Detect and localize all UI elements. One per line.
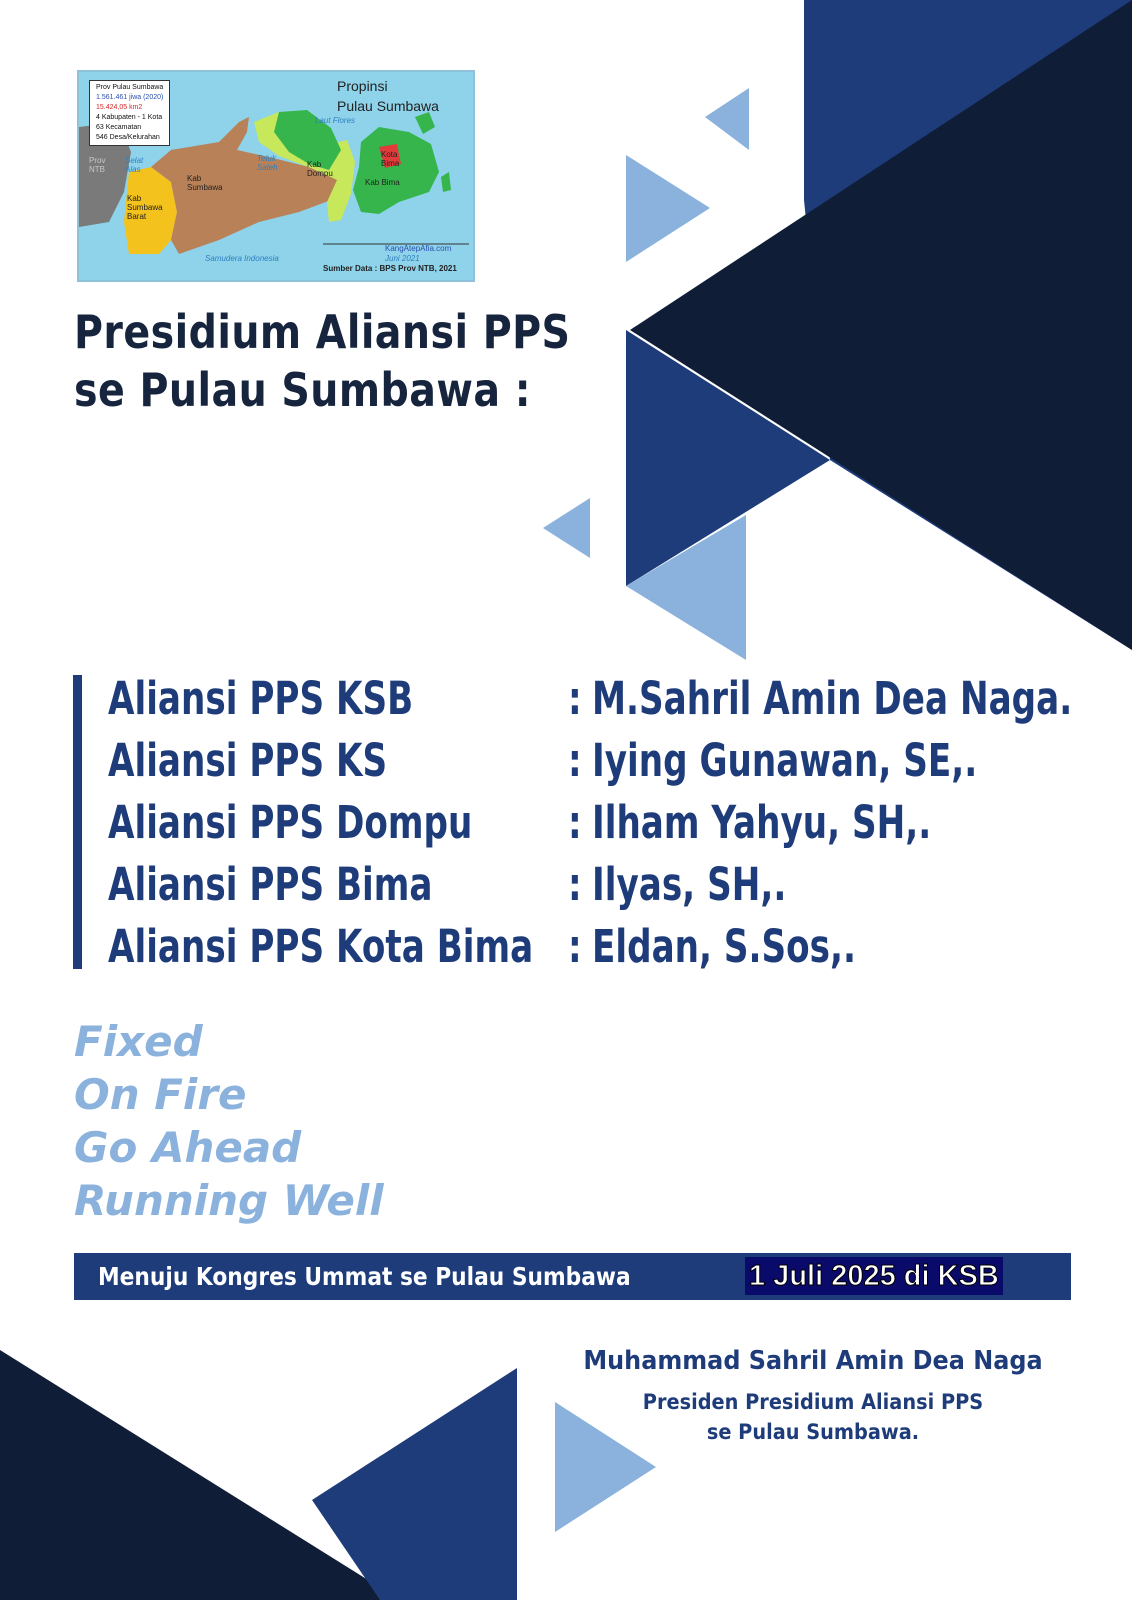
map-title-line2: Pulau Sumbawa bbox=[337, 98, 439, 114]
legend-villages: 546 Desa/Kelurahan bbox=[96, 134, 160, 141]
alliance-name: Aliansi PPS Bima bbox=[108, 858, 433, 911]
alliance-name: Aliansi PPS KS bbox=[108, 734, 388, 787]
legend-population: 1.561.461 jiwa (2020) bbox=[96, 94, 164, 101]
small-light-triangle-top bbox=[705, 88, 749, 150]
map-label-prov-ntb: Prov NTB bbox=[89, 156, 106, 174]
map-label-ksb: Kab Sumbawa Barat bbox=[127, 194, 163, 221]
map-legend bbox=[89, 80, 170, 146]
alliance-leader: Ilham Yahyu, SH,. bbox=[592, 796, 932, 849]
title-line1: Presidium Aliansi PPS bbox=[74, 305, 571, 359]
signatory-name: Muhammad Sahril Amin Dea Naga bbox=[583, 1346, 1043, 1376]
slogan-list bbox=[74, 1015, 384, 1227]
title-line2: se Pulau Sumbawa : bbox=[74, 363, 531, 417]
alliance-name: Aliansi PPS KSB bbox=[108, 672, 414, 725]
map-label-samudera: Samudera Indonesia bbox=[205, 254, 279, 263]
map-credit-date: Juni 2021 bbox=[385, 254, 420, 263]
slogan: On Fire bbox=[74, 1070, 247, 1119]
slogan: Fixed bbox=[74, 1017, 203, 1066]
legend-districts: 63 Kecamatan bbox=[96, 124, 142, 131]
separator: : bbox=[568, 734, 582, 787]
light-triangle-right bbox=[626, 155, 710, 262]
separator: : bbox=[568, 672, 582, 725]
list-item bbox=[108, 668, 1118, 730]
map-label-laut-flores: Laut Flores bbox=[315, 116, 356, 125]
separator: : bbox=[568, 858, 582, 911]
alliance-name: Aliansi PPS Kota Bima bbox=[108, 920, 534, 973]
list-item bbox=[108, 916, 1118, 978]
list-accent-bar bbox=[73, 675, 82, 969]
legend-heading: Prov Pulau Sumbawa bbox=[96, 84, 164, 91]
page-title bbox=[74, 303, 570, 419]
map-label-kab-bima: Kab Bima bbox=[365, 178, 400, 187]
signatory-title-line2: se Pulau Sumbawa. bbox=[706, 1420, 920, 1444]
map-source: Sumber Data : BPS Prov NTB, 2021 bbox=[323, 264, 457, 273]
signatory-title-line1: Presiden Presidium Aliansi PPS bbox=[642, 1390, 984, 1414]
separator: : bbox=[568, 920, 582, 973]
slogan: Running Well bbox=[74, 1176, 384, 1225]
map-label-kota-bima: Kota Bima bbox=[381, 150, 400, 168]
congress-banner bbox=[74, 1253, 1071, 1300]
alliance-leader: Eldan, S.Sos,. bbox=[592, 920, 856, 973]
alliance-leader: Iying Gunawan, SE,. bbox=[592, 734, 978, 787]
map-title-line1: Propinsi bbox=[337, 78, 388, 94]
small-light-triangle-left bbox=[543, 498, 590, 558]
alliance-name: Aliansi PPS Dompu bbox=[108, 796, 473, 849]
alliance-leader: M.Sahril Amin Dea Naga. bbox=[592, 672, 1073, 725]
map-title bbox=[337, 76, 439, 116]
banner-date-highlight: 1 Juli 2025 di KSB bbox=[745, 1257, 1003, 1295]
map-label-selat-alas: Selat Alas bbox=[125, 156, 144, 174]
legend-area: 15.424,05 km2 bbox=[96, 104, 143, 111]
separator: : bbox=[568, 796, 582, 849]
alliance-leader: Ilyas, SH,. bbox=[592, 858, 787, 911]
legend-regencies: 4 Kabupaten - 1 Kota bbox=[96, 114, 163, 121]
map-label-kab-sumbawa: Kab Sumbawa bbox=[187, 174, 223, 192]
list-item bbox=[108, 730, 1118, 792]
list-item bbox=[108, 792, 1118, 854]
map-credit: KangAtepAfia.com bbox=[385, 244, 452, 253]
slogan: Go Ahead bbox=[74, 1123, 302, 1172]
banner-text: Menuju Kongres Ummat se Pulau Sumbawa bbox=[98, 1262, 631, 1291]
bottom-left-dark-shape bbox=[0, 1350, 400, 1600]
map-label-teluk-saleh: Teluk Saleh bbox=[257, 154, 278, 172]
map-label-kab-dompu: Kab Dompu bbox=[307, 160, 333, 178]
list-item bbox=[108, 854, 1118, 916]
alliance-list bbox=[108, 668, 1118, 978]
sumbawa-map bbox=[77, 70, 475, 282]
signatory-title bbox=[569, 1387, 1057, 1447]
signature-block bbox=[548, 1343, 1078, 1447]
